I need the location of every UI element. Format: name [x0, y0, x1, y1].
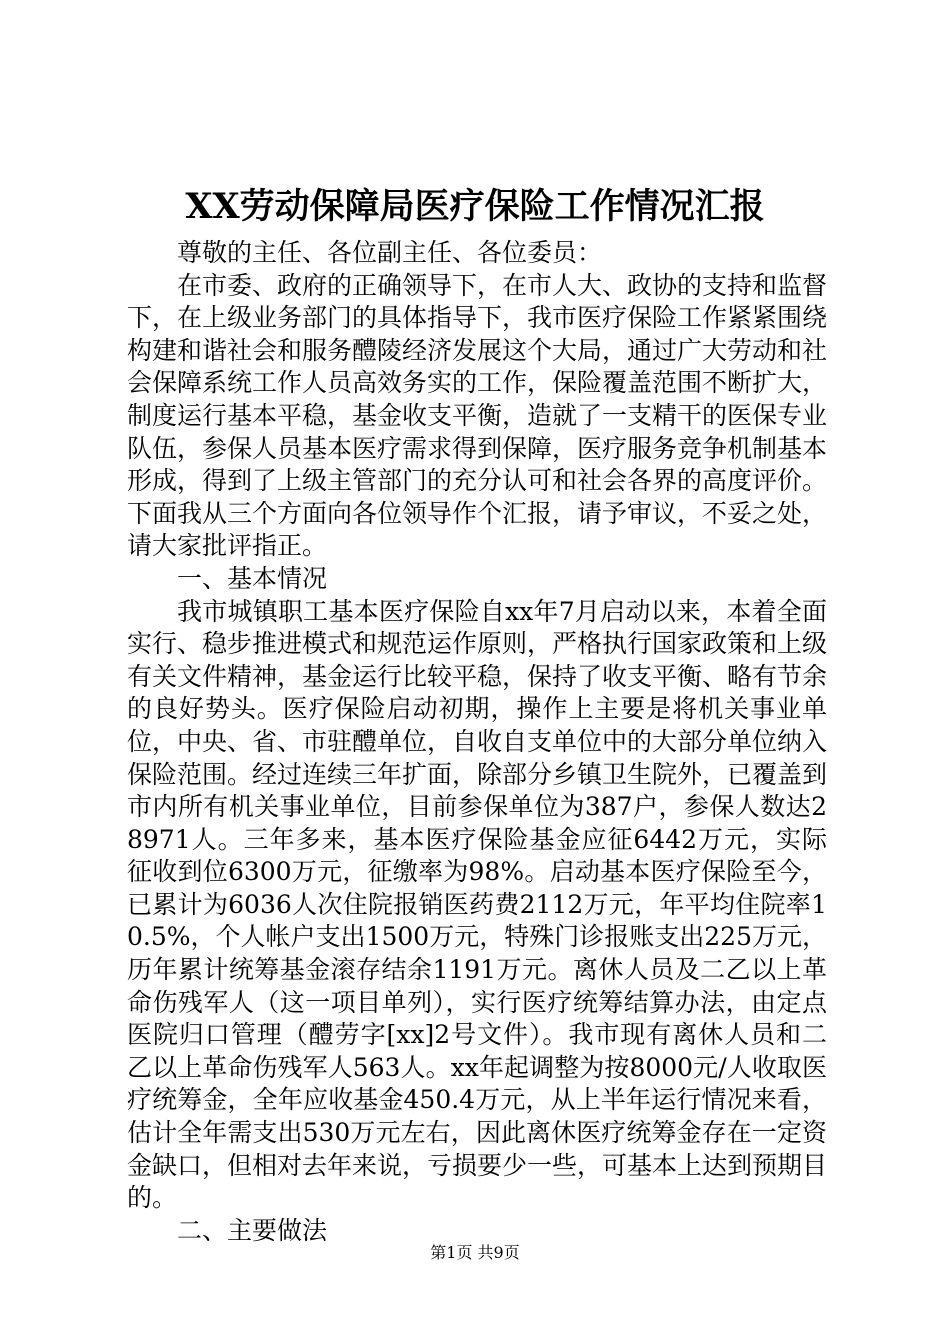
- document-body: [127, 237, 827, 1247]
- salutation-paragraph: 尊敬的主任、各位副主任、各位委员：: [177, 238, 603, 267]
- page-footer: 第1页 共9页: [430, 1243, 520, 1262]
- section-heading-methods: 二、主要做法: [177, 1215, 328, 1245]
- intro-paragraph: 在市委、政府的正确领导下，在市人大、政协的支持和监督下，在上级业务部门的具体指导下，我市医疗保险工作紧紧围绕构建和谐社会和服务醴陵经济发展这个大局，通过广大劳动和社会保障系统工作人员高效务实的工作，保险覆盖范围不断扩大，制度运行基本平稳，基金收支平衡，造就了一支精干的医保专业队伍，参保人员基本医疗需求得到保障，医疗服务竞争机制基本形成，得到了上级主管部门的充分认可和社会各界的高度评价。下面我从三个方面向各位领导作个汇报，请予审议，不妥之处，请大家批评指正。: [127, 270, 828, 561]
- section-heading-basic: 一、基本情况: [177, 563, 328, 593]
- basic-info-paragraph: 我市城镇职工基本医疗保险自xx年7月启动以来，本着全面实行、稳步推进模式和规范运作原则，严格执行国家政策和上级有关文件精神，基金运行比较平稳，保持了收支平衡、略有节余的良好势头。医疗保险启动初期，操作上主要是将机关事业单位，中央、省、市驻醴单位，自收自支单位中的大部分单位纳入保险范围。经过连续三年扩面，除部分乡镇卫生院外，已覆盖到市内所有机关事业单位，目前参保单位为387户，参保人数达28971人。三年多来，基本医疗保险基金应征6442万元，实际征收到位6300万元，征缴率为98%。启动基本医疗保险至今，已累计为6036人次住院报销医药费2112万元，年平均住院率10.5%，个人帐户支出1500万元，特殊门诊报账支出225万元，历年累计统筹基金滚存结余1191万元。离休人员及二乙以上革命伤残军人（这一项目单列），实行医疗统筹结算办法，由定点医院归口管理（醴劳字[xx]2号文件）。我市现有离休人员和二乙以上革命伤残军人563人。xx年起调整为按8000元/人收取医疗统筹金，全年应收基金450.4万元，从上半年运行情况来看，估计全年需支出530万元左右，因此离休医疗统筹金存在一定资金缺口，但相对去年来说，亏损要少一些，可基本上达到预期目的。: [127, 596, 828, 1213]
- document-title: XX劳动保障局医疗保险工作情况汇报: [185, 186, 765, 227]
